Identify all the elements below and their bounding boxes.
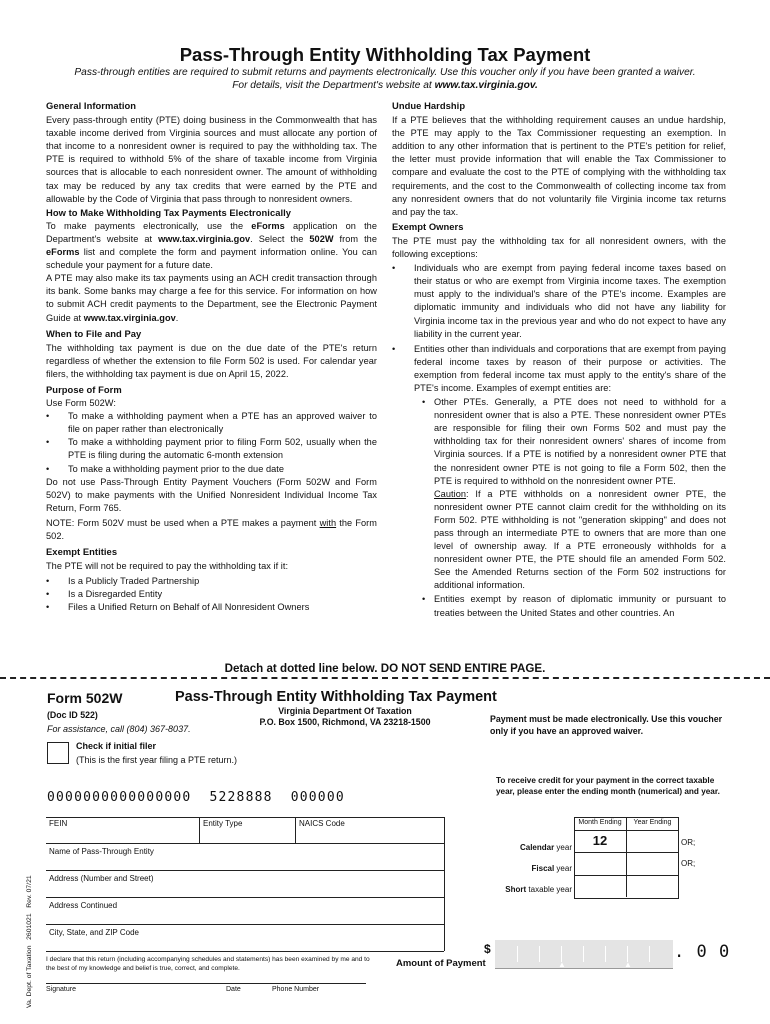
list-item: • Is a Publicly Traded Partnership bbox=[46, 576, 200, 587]
doc-id: (Doc ID 522) bbox=[47, 710, 98, 720]
heading-undue-hardship: Undue Hardship bbox=[392, 100, 466, 111]
entity-name-field[interactable]: Name of Pass-Through Entity bbox=[49, 847, 154, 856]
page-title: Pass-Through Entity Withholding Tax Payment bbox=[179, 44, 591, 65]
calendar-year-label: Calendar year bbox=[519, 843, 572, 852]
address-continued-field[interactable]: Address Continued bbox=[49, 901, 118, 910]
left-column bbox=[46, 99, 377, 615]
grid-line bbox=[574, 875, 678, 876]
initial-filer-subtext: (This is the first year filing a PTE return.) bbox=[76, 755, 238, 765]
phone-number-label: Phone Number bbox=[272, 986, 320, 993]
amount-of-payment-field[interactable] bbox=[495, 940, 673, 969]
paragraph-do-not-use: Do not use Pass-Through Entity Payment Vouchers (Form 502W and Form 502V) to make payments with the Unified Nonresident Individual Income Tax Return, Form 765. bbox=[46, 476, 377, 513]
list-item: • Entities other than individuals and corporations that are exempt from paying federal income taxes by reason of their purpose or activities. The exemption from federal income tax must apply to the entity's share of the PTE's income. Examples of exempt entities are: bbox=[392, 343, 726, 393]
fein-field[interactable]: FEIN bbox=[49, 819, 68, 828]
subtitle-line-1: Pass-through entities are required to submit returns and payments electronically. Use this voucher only if you have been granted a waiver. bbox=[74, 67, 696, 78]
short-year-field[interactable] bbox=[628, 878, 676, 896]
list-item: • Other PTEs. Generally, a PTE does not need to withhold for a nonresident owner that is also a PTE. These nonresident owner PTEs are responsible for filing their own Forms 502 and must pay the withholding tax for their nonresident owners' shares of income from Virginia sources. If a PTE is notified by a nonresident owner PTE that the nonresident owner PTE is not going to file a Form 502, then the PTE is required to withhold on the nonresident owner PTE. bbox=[422, 397, 726, 486]
separator-marker-icon: ▲ bbox=[624, 960, 632, 969]
list-item: • To make a withholding payment prior to filing Form 502, usually when the PTE is filing during the automatic 6-month extension bbox=[46, 437, 377, 461]
paragraph-general-information: Every pass-through entity (PTE) doing business in the Commonwealth that has taxable income derived from Virginia sources and must allocate any portion of that income to a nonresident owner is required to pay the withholding tax. The PTE is required to withhold 5% of the share of taxable income from Virginia sources that is allocable to each nonresident owner. The amount of withholding tax may be reduced by any tax credits that were earned by the PTE and allowable by the Code of Virginia that pass through to nonresident owners. bbox=[46, 115, 377, 204]
fiscal-year-label: Fiscal year bbox=[531, 864, 572, 873]
date-label: Date bbox=[226, 986, 241, 993]
grid-line bbox=[46, 843, 444, 844]
grid-line bbox=[46, 817, 444, 818]
paragraph-use-form: Use Form 502W: bbox=[46, 398, 116, 409]
city-state-zip-field[interactable]: City, State, and ZIP Code bbox=[49, 928, 139, 937]
heading-purpose: Purpose of Form bbox=[46, 383, 122, 395]
initial-filer-checkbox[interactable] bbox=[47, 742, 69, 764]
separator-marker-icon: ▲ bbox=[558, 960, 566, 969]
list-item: • Individuals who are exempt from paying federal income taxes based on their status or who are exempt from Virginia income taxes. The exemption must apply to the individual's share of the PTE's income. Examples are diplomatic immunity and individuals who did not have any liability for Virginia income tax in the previous year and who do not expect to have any liability in the current year. bbox=[392, 263, 726, 339]
fiscal-year-field[interactable] bbox=[628, 855, 676, 873]
grid-line bbox=[574, 830, 678, 831]
grid-line bbox=[46, 870, 444, 871]
paragraph-how-to-pay: To make payments electronically, use the eForms application on the Department's website at www.tax.virginia.gov. Select the 502W from the eForms list and complete the form and payment information online. You can schedule your payment for a future date. bbox=[46, 220, 377, 271]
grid-line bbox=[46, 924, 444, 925]
paragraph-undue-hardship: If a PTE believes that the withholding requirement causes an undue hardship, the PTE may apply to the Tax Commissioner requesting an exemption. In addition to any other information that is pertinent to the PTE's petition for relief, the letter must provide information that will enable the Tax Commissioner to compare and evaluate the cost to the PTE of complying with the withholding tax requirements, and the cost to the Commonwealth of collecting income tax from any nonresident owners that do not voluntarily file Virginia income tax returns and pay the tax. bbox=[392, 115, 726, 217]
paragraph-when-to-file: The withholding tax payment is due on the due date of the PTE's return regardless of whether the extension to file Form 502 is used. For calendar year filers, the withholding tax payment is due on April 15, 2022. bbox=[46, 342, 377, 379]
form-revision-side-text: Va. Dept. of Taxation 2601021 Rev. 07/21 bbox=[26, 875, 33, 1008]
heading-how-to-pay: How to Make Withholding Tax Payments Electronically bbox=[46, 206, 292, 218]
signature-label: Signature bbox=[46, 986, 76, 993]
short-taxable-year-label: Short taxable year bbox=[505, 885, 572, 894]
paragraph-ach: A PTE may also make its tax payments using an ACH credit transaction through its bank. Some banks may charge a fee for this service. For information on how to submit ACH credit payments to the Department, see the Electronic Payment Guide at www.tax.virginia.gov. bbox=[46, 273, 377, 323]
list-item: • To make a withholding payment when a PTE has an approved waiver to file on paper rather than electronically bbox=[46, 411, 377, 435]
website-link[interactable]: www.tax.virginia.gov. bbox=[434, 80, 538, 91]
scan-line: 0000000000000000 5228888 000000 bbox=[47, 790, 345, 805]
grid-line bbox=[444, 817, 445, 951]
paragraph-exempt-owners: The PTE must pay the withholding tax for all nonresident owners, with the following exceptions: bbox=[392, 235, 726, 260]
heading-general-information: General Information bbox=[46, 100, 137, 111]
right-column bbox=[392, 99, 726, 620]
dollar-sign: $ bbox=[484, 942, 491, 956]
amount-of-payment-label: Amount of Payment bbox=[396, 958, 486, 969]
or-label: OR; bbox=[681, 838, 696, 847]
paragraph-note: NOTE: Form 502V must be used when a PTE makes a payment with the Form 502. bbox=[46, 517, 377, 541]
cents-value: . 0 0 bbox=[674, 942, 731, 962]
list-item: • Is a Disregarded Entity bbox=[46, 589, 163, 600]
heading-exempt-owners: Exempt Owners bbox=[392, 220, 464, 232]
list-item: • To make a withholding payment prior to the due date bbox=[46, 463, 285, 474]
caution-paragraph: Caution: If a PTE withholds on a nonresident owner PTE, the nonresident owner PTE cannot claim credit for the withholding on its Form 502. PTE withholding is not "generation skipping" and does not pass through an intermediate PTE to owners that are more than one level of ownership away. If a PTE erroneously withholds for a nonresident owner PTE, the PTE should file an amended Form 502. See the Amended Returns section of the Form 502 instructions for additional information. bbox=[434, 488, 726, 591]
month-ending-header: Month Ending bbox=[578, 819, 622, 826]
form-number: Form 502W bbox=[47, 690, 123, 706]
detach-instruction: Detach at dotted line below. DO NOT SEND ENTIRE PAGE. bbox=[224, 662, 546, 675]
assistance-phone: For assistance, call (804) 367-8037. bbox=[47, 724, 191, 734]
grid-line bbox=[626, 817, 627, 897]
dotted-detach-line bbox=[0, 677, 770, 679]
page-subtitle bbox=[30, 66, 740, 92]
or-label: OR; bbox=[681, 859, 696, 868]
paragraph-exempt-entities: The PTE will not be required to pay the withholding tax if it: bbox=[46, 561, 289, 572]
grid-line bbox=[46, 951, 444, 952]
declaration-text: I declare that this return (including accompanying schedules and statements) has been examined by me and to the best of my knowledge and belief is true, correct, and complete. bbox=[46, 956, 370, 972]
year-ending-header: Year Ending bbox=[633, 819, 672, 826]
receive-credit-instructions: To receive credit for your payment in the correct taxable year, please enter the ending month (numerical) and year. bbox=[496, 776, 720, 796]
heading-when-to-file: When to File and Pay bbox=[46, 327, 142, 339]
calendar-year-field[interactable] bbox=[628, 833, 676, 851]
grid-line bbox=[199, 817, 200, 843]
naics-code-field[interactable]: NAICS Code bbox=[299, 819, 345, 828]
initial-filer-label: Check if initial filer bbox=[76, 741, 157, 751]
grid-line bbox=[46, 897, 444, 898]
entity-type-field[interactable]: Entity Type bbox=[203, 819, 243, 828]
list-item: • Entities exempt by reason of diplomatic immunity or pursuant to treaties between the United States and other countries. An bbox=[422, 594, 726, 618]
voucher-title: Pass-Through Entity Withholding Tax Payment bbox=[175, 689, 497, 705]
department-address: Virginia Department Of Taxation P.O. Box 1500, Richmond, VA 23218-1500 bbox=[259, 706, 431, 727]
grid-line bbox=[295, 817, 296, 843]
short-month-field[interactable] bbox=[575, 878, 625, 896]
calendar-month-field[interactable]: 12 bbox=[592, 833, 608, 848]
heading-exempt-entities: Exempt Entities bbox=[46, 546, 118, 558]
grid-line bbox=[574, 852, 678, 853]
signature-line bbox=[46, 983, 366, 984]
electronic-payment-note: Payment must be made electronically. Use this voucher only if you have an approved waiver. bbox=[490, 714, 723, 736]
list-item: • Files a Unified Return on Behalf of All Nonresident Owners bbox=[46, 602, 310, 613]
fiscal-month-field[interactable] bbox=[575, 855, 625, 873]
subtitle-line-2: For details, visit the Department's website at www.tax.virginia.gov. bbox=[232, 80, 538, 91]
address-field[interactable]: Address (Number and Street) bbox=[49, 874, 154, 883]
